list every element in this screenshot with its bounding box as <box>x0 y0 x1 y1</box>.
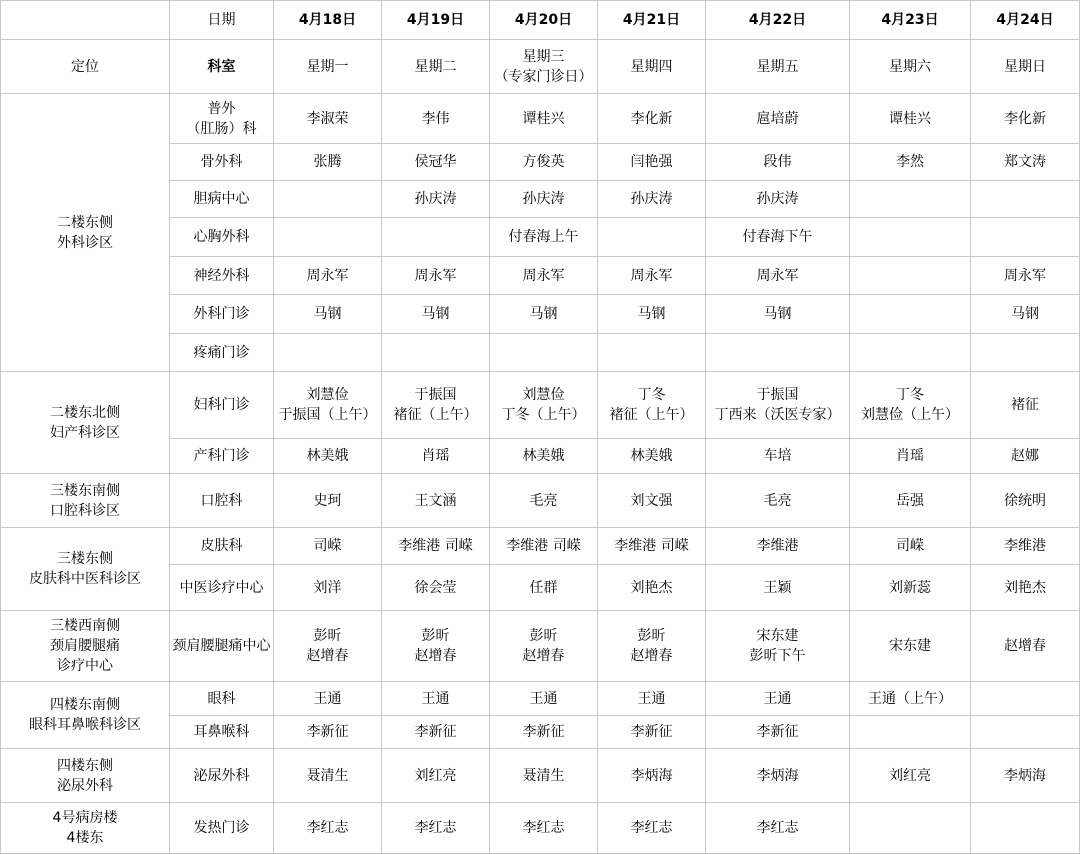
date-header: 4月22日 <box>706 1 850 40</box>
doctor-cell: 刘新蕊 <box>850 565 971 611</box>
doctor-cell: 李维港 <box>971 528 1080 565</box>
doctor-cell: 徐统明 <box>971 474 1080 528</box>
schedule-row <box>1 372 1080 439</box>
doctor-cell <box>598 218 706 257</box>
doctor-cell <box>382 334 490 372</box>
doctor-cell: 孙庆涛 <box>706 181 850 218</box>
doctor-cell: 马钢 <box>598 295 706 334</box>
doctor-cell: 李新征 <box>382 716 490 749</box>
location-cell: 4号病房楼 4楼东 <box>1 803 170 854</box>
doctor-cell: 彭昕 赵增春 <box>382 611 490 682</box>
doctor-cell <box>598 334 706 372</box>
doctor-cell: 侯冠华 <box>382 144 490 181</box>
doctor-cell <box>706 334 850 372</box>
schedule-row <box>1 94 1080 144</box>
location-cell: 四楼东侧 泌尿外科 <box>1 749 170 803</box>
doctor-cell: 李然 <box>850 144 971 181</box>
doctor-cell <box>971 218 1080 257</box>
doctor-cell: 宋东建 彭昕下午 <box>706 611 850 682</box>
department-cell: 妇科门诊 <box>170 372 274 439</box>
doctor-cell: 李红志 <box>598 803 706 854</box>
doctor-cell: 丁冬 刘慧俭（上午） <box>850 372 971 439</box>
doctor-cell <box>274 181 382 218</box>
department-cell: 发热门诊 <box>170 803 274 854</box>
doctor-cell: 闫艳强 <box>598 144 706 181</box>
weekday-header: 星期一 <box>274 40 382 94</box>
doctor-cell: 刘洋 <box>274 565 382 611</box>
doctor-cell: 段伟 <box>706 144 850 181</box>
doctor-cell: 李维港 <box>706 528 850 565</box>
doctor-cell: 刘红亮 <box>382 749 490 803</box>
doctor-cell <box>274 334 382 372</box>
doctor-cell: 李炳海 <box>706 749 850 803</box>
doctor-cell: 付春海下午 <box>706 218 850 257</box>
department-cell: 外科门诊 <box>170 295 274 334</box>
doctor-cell: 任群 <box>490 565 598 611</box>
date-header: 4月24日 <box>971 1 1080 40</box>
date-header: 4月23日 <box>850 1 971 40</box>
doctor-cell: 王通 <box>490 682 598 716</box>
department-cell: 骨外科 <box>170 144 274 181</box>
department-cell: 心胸外科 <box>170 218 274 257</box>
doctor-cell <box>850 257 971 295</box>
doctor-cell: 刘文强 <box>598 474 706 528</box>
doctor-cell: 方俊英 <box>490 144 598 181</box>
doctor-cell: 马钢 <box>706 295 850 334</box>
doctor-cell: 李新征 <box>706 716 850 749</box>
doctor-cell <box>382 218 490 257</box>
doctor-cell: 赵娜 <box>971 439 1080 474</box>
doctor-cell: 聂清生 <box>274 749 382 803</box>
doctor-cell: 李伟 <box>382 94 490 144</box>
doctor-cell: 李炳海 <box>971 749 1080 803</box>
doctor-cell: 林美娥 <box>490 439 598 474</box>
dept-label: 科室 <box>170 40 274 94</box>
doctor-cell: 孙庆涛 <box>382 181 490 218</box>
doctor-cell: 王通 <box>382 682 490 716</box>
location-cell: 三楼西南侧 颈肩腰腿痛 诊疗中心 <box>1 611 170 682</box>
weekday-header: 星期四 <box>598 40 706 94</box>
doctor-cell: 王通（上午） <box>850 682 971 716</box>
doctor-cell <box>971 803 1080 854</box>
doctor-cell: 李红志 <box>490 803 598 854</box>
doctor-cell: 司嵘 <box>850 528 971 565</box>
doctor-cell: 岳强 <box>850 474 971 528</box>
doctor-cell <box>850 295 971 334</box>
doctor-cell: 马钢 <box>274 295 382 334</box>
department-cell: 口腔科 <box>170 474 274 528</box>
location-label: 定位 <box>1 40 170 94</box>
location-cell: 二楼东侧 外科诊区 <box>1 94 170 372</box>
doctor-cell: 周永军 <box>382 257 490 295</box>
doctor-cell: 李淑荣 <box>274 94 382 144</box>
doctor-cell <box>850 716 971 749</box>
doctor-cell: 孙庆涛 <box>490 181 598 218</box>
date-label: 日期 <box>170 1 274 40</box>
doctor-cell: 周永军 <box>706 257 850 295</box>
doctor-cell: 付春海上午 <box>490 218 598 257</box>
doctor-cell <box>274 218 382 257</box>
doctor-cell: 李化新 <box>971 94 1080 144</box>
location-cell: 三楼东南侧 口腔科诊区 <box>1 474 170 528</box>
doctor-cell: 孙庆涛 <box>598 181 706 218</box>
department-cell: 产科门诊 <box>170 439 274 474</box>
department-cell: 神经外科 <box>170 257 274 295</box>
doctor-cell <box>850 181 971 218</box>
doctor-cell: 谭桂兴 <box>490 94 598 144</box>
doctor-cell: 史珂 <box>274 474 382 528</box>
doctor-cell: 李红志 <box>274 803 382 854</box>
department-cell: 中医诊疗中心 <box>170 565 274 611</box>
weekday-header: 星期三 （专家门诊日） <box>490 40 598 94</box>
doctor-cell: 郑文涛 <box>971 144 1080 181</box>
doctor-cell: 于振国 丁西来（沃医专家） <box>706 372 850 439</box>
department-cell: 疼痛门诊 <box>170 334 274 372</box>
location-cell: 三楼东侧 皮肤科中医科诊区 <box>1 528 170 611</box>
department-cell: 泌尿外科 <box>170 749 274 803</box>
department-cell: 颈肩腰腿痛中心 <box>170 611 274 682</box>
doctor-cell: 周永军 <box>490 257 598 295</box>
doctor-cell <box>850 803 971 854</box>
doctor-cell: 赵增春 <box>971 611 1080 682</box>
doctor-cell: 李红志 <box>382 803 490 854</box>
department-cell: 耳鼻喉科 <box>170 716 274 749</box>
weekday-header: 星期二 <box>382 40 490 94</box>
doctor-cell <box>971 181 1080 218</box>
doctor-cell: 李维港 司嵘 <box>382 528 490 565</box>
doctor-cell: 马钢 <box>382 295 490 334</box>
schedule-row <box>1 749 1080 803</box>
doctor-cell: 李新征 <box>274 716 382 749</box>
doctor-cell: 刘艳杰 <box>598 565 706 611</box>
schedule-row <box>1 803 1080 854</box>
schedule-row <box>1 474 1080 528</box>
doctor-cell: 彭昕 赵增春 <box>274 611 382 682</box>
doctor-cell: 车培 <box>706 439 850 474</box>
doctor-cell <box>850 334 971 372</box>
doctor-cell: 林美娥 <box>598 439 706 474</box>
doctor-cell: 宋东建 <box>850 611 971 682</box>
doctor-cell: 王文涵 <box>382 474 490 528</box>
doctor-cell: 李维港 司嵘 <box>490 528 598 565</box>
doctor-cell: 于振国 褚征（上午） <box>382 372 490 439</box>
doctor-cell: 周永军 <box>274 257 382 295</box>
doctor-cell: 彭昕 赵增春 <box>490 611 598 682</box>
doctor-cell: 彭昕 赵增春 <box>598 611 706 682</box>
doctor-cell <box>971 334 1080 372</box>
department-cell: 胆病中心 <box>170 181 274 218</box>
doctor-cell: 刘慧俭 丁冬（上午） <box>490 372 598 439</box>
doctor-cell: 毛亮 <box>490 474 598 528</box>
doctor-cell: 周永军 <box>598 257 706 295</box>
doctor-cell: 刘艳杰 <box>971 565 1080 611</box>
doctor-cell: 谭桂兴 <box>850 94 971 144</box>
doctor-cell: 李化新 <box>598 94 706 144</box>
department-cell: 普外 （肛肠）科 <box>170 94 274 144</box>
doctor-cell: 李红志 <box>706 803 850 854</box>
doctor-cell: 司嵘 <box>274 528 382 565</box>
doctor-cell: 李新征 <box>598 716 706 749</box>
doctor-cell: 褚征 <box>971 372 1080 439</box>
weekday-header: 星期日 <box>971 40 1080 94</box>
doctor-cell: 刘慧俭 于振国（上午） <box>274 372 382 439</box>
corner-cell <box>1 1 170 40</box>
doctor-cell: 马钢 <box>971 295 1080 334</box>
doctor-cell <box>490 334 598 372</box>
doctor-cell: 张腾 <box>274 144 382 181</box>
schedule-row <box>1 682 1080 716</box>
department-cell: 眼科 <box>170 682 274 716</box>
date-header: 4月21日 <box>598 1 706 40</box>
location-cell: 二楼东北侧 妇产科诊区 <box>1 372 170 474</box>
schedule-row <box>1 528 1080 565</box>
department-cell: 皮肤科 <box>170 528 274 565</box>
doctor-cell: 徐会莹 <box>382 565 490 611</box>
doctor-cell: 肖瑶 <box>382 439 490 474</box>
doctor-cell: 李维港 司嵘 <box>598 528 706 565</box>
doctor-cell: 扈培蔚 <box>706 94 850 144</box>
doctor-cell <box>850 218 971 257</box>
date-header-row <box>1 1 1080 40</box>
weekday-header-row <box>1 40 1080 94</box>
doctor-cell: 马钢 <box>490 295 598 334</box>
doctor-cell: 李炳海 <box>598 749 706 803</box>
doctor-cell: 聂清生 <box>490 749 598 803</box>
weekday-header: 星期六 <box>850 40 971 94</box>
doctor-cell: 王通 <box>706 682 850 716</box>
doctor-cell: 王通 <box>598 682 706 716</box>
doctor-cell: 王通 <box>274 682 382 716</box>
doctor-cell: 王颖 <box>706 565 850 611</box>
doctor-cell <box>971 682 1080 716</box>
doctor-cell: 肖瑶 <box>850 439 971 474</box>
date-header: 4月20日 <box>490 1 598 40</box>
doctor-cell: 刘红亮 <box>850 749 971 803</box>
weekday-header: 星期五 <box>706 40 850 94</box>
doctor-cell: 林美娥 <box>274 439 382 474</box>
location-cell: 四楼东南侧 眼科耳鼻喉科诊区 <box>1 682 170 749</box>
doctor-cell: 李新征 <box>490 716 598 749</box>
doctor-cell: 毛亮 <box>706 474 850 528</box>
doctor-cell: 丁冬 褚征（上午） <box>598 372 706 439</box>
date-header: 4月18日 <box>274 1 382 40</box>
date-header: 4月19日 <box>382 1 490 40</box>
doctor-cell: 周永军 <box>971 257 1080 295</box>
schedule-row <box>1 611 1080 682</box>
doctor-cell <box>971 716 1080 749</box>
